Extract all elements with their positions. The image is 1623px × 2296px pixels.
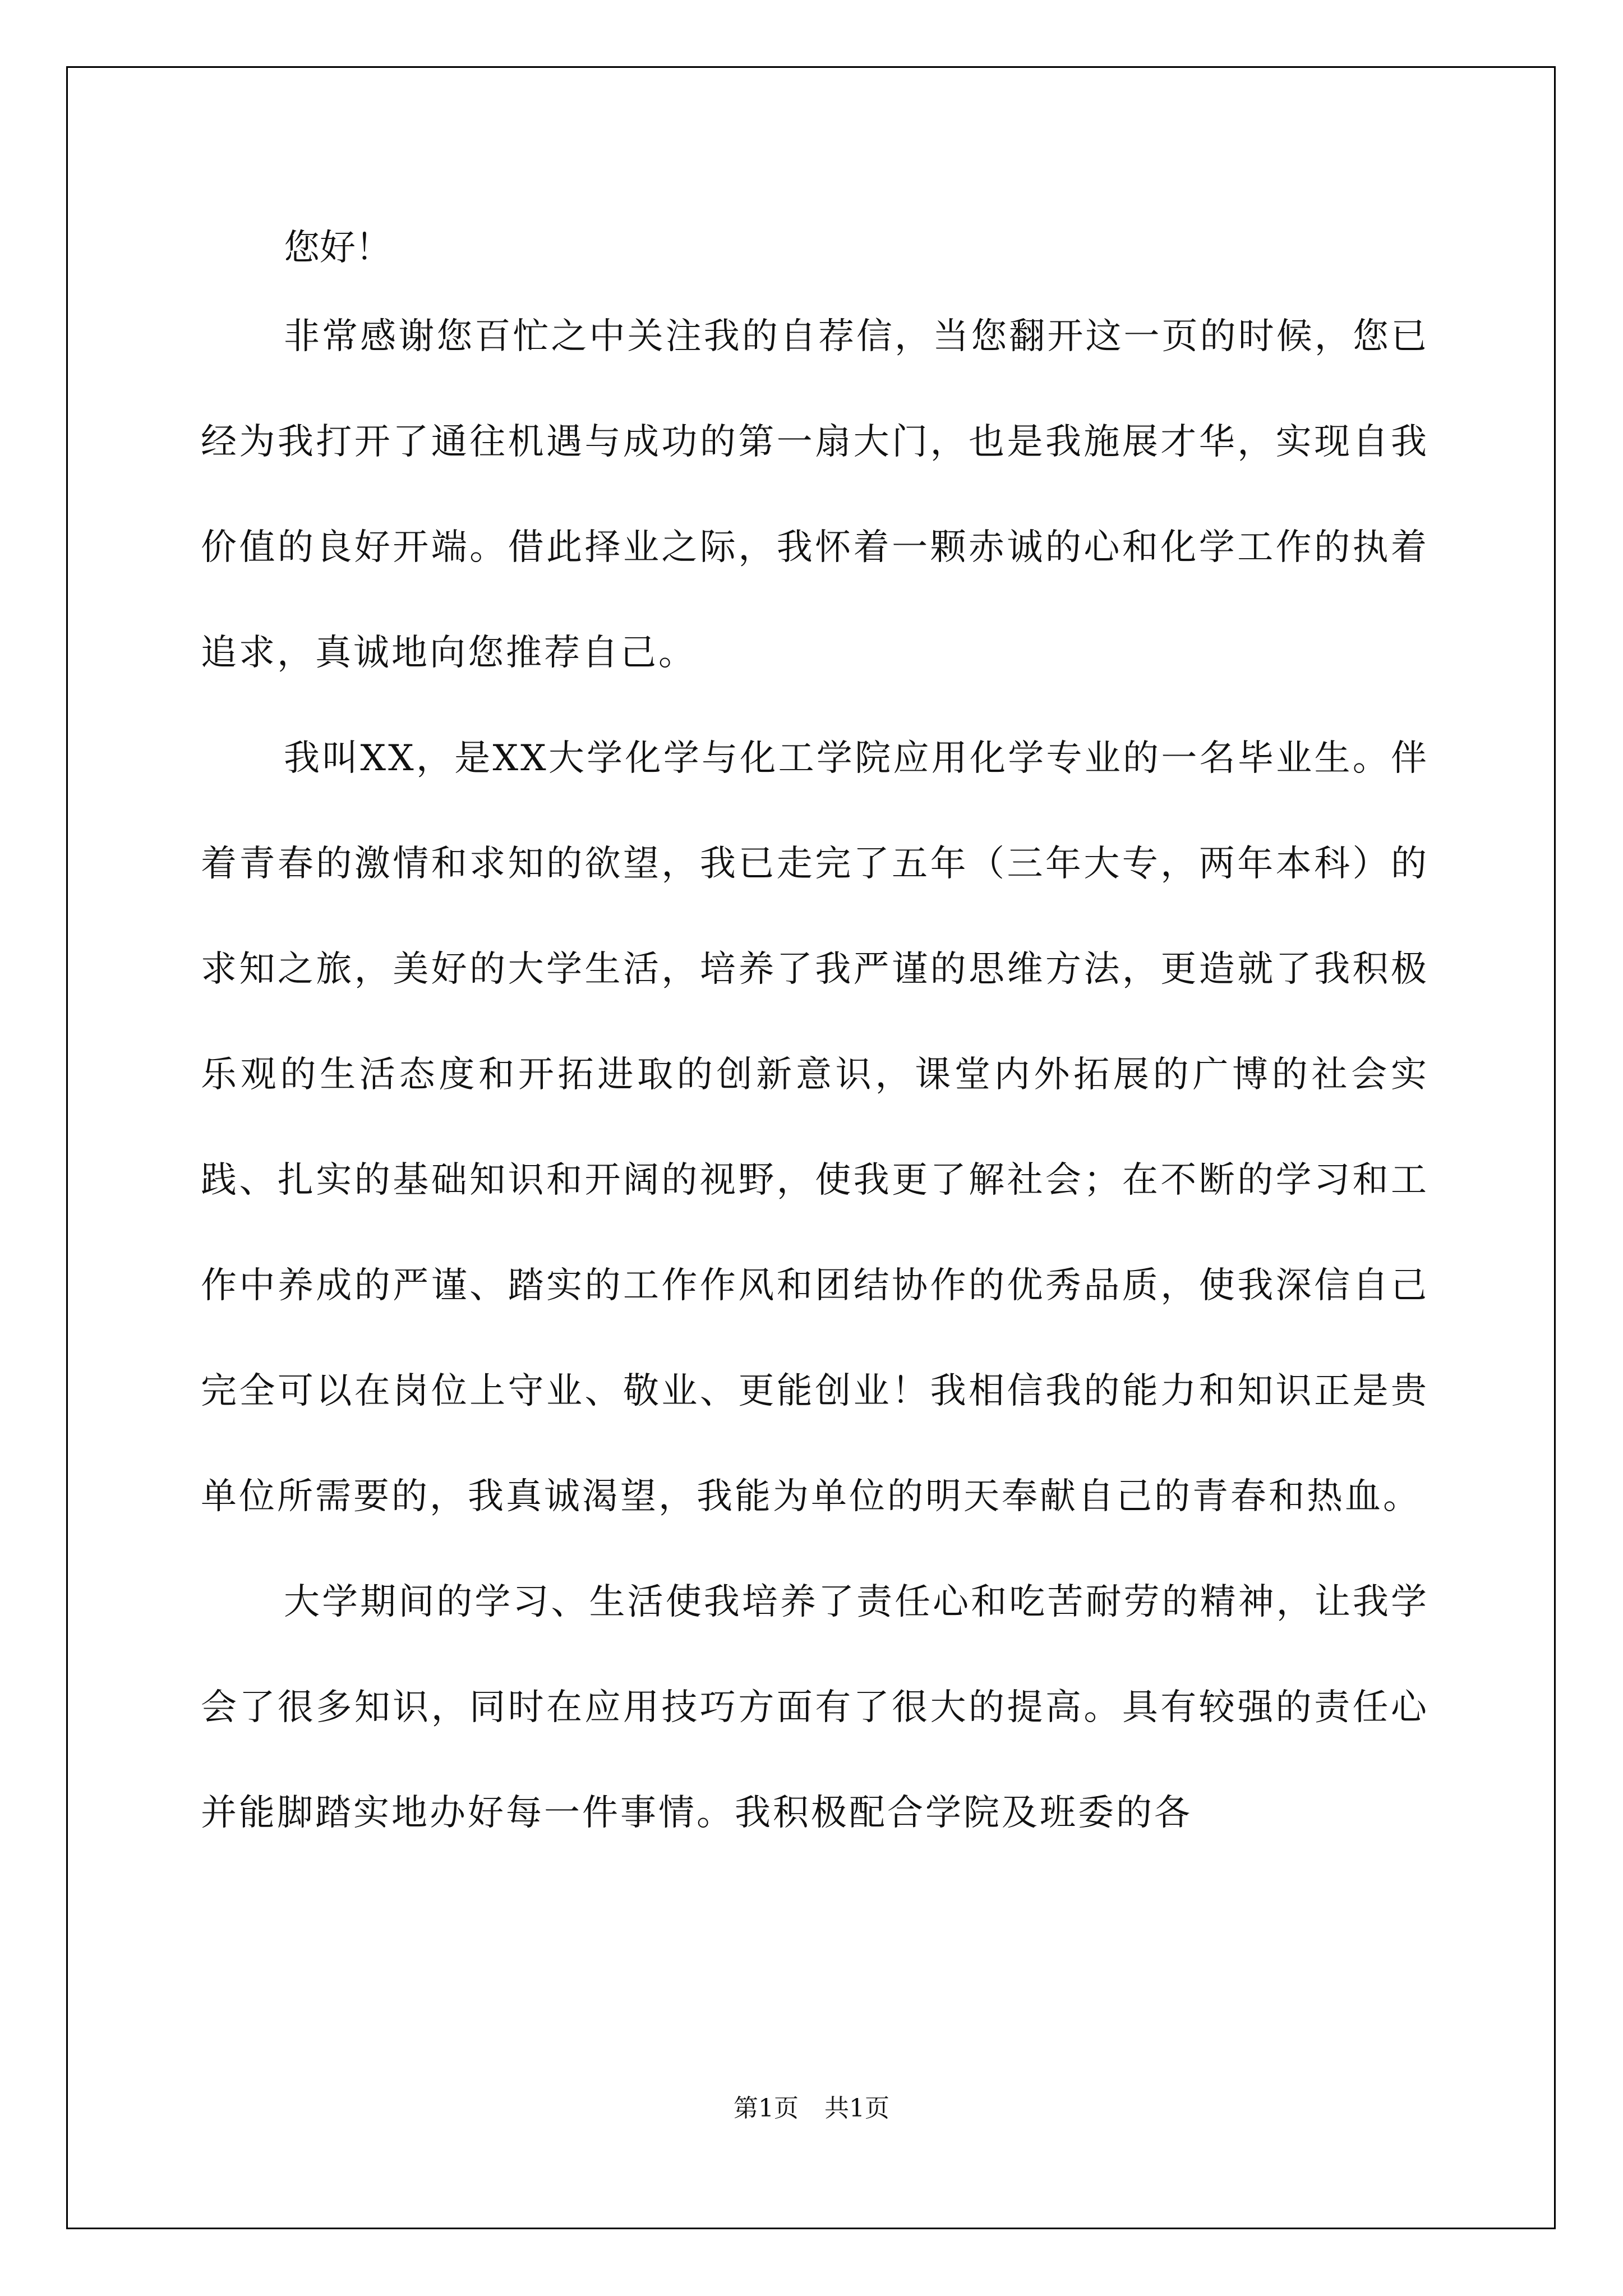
greeting: 您好！ [284,227,391,269]
page-total: 共1页 [824,2094,889,2123]
page-number: 第1页 [734,2094,799,2123]
page-footer [0,2088,1623,2124]
letter-body [201,212,1429,1866]
paragraph-3: 大学期间的学习、生活使我培养了责任心和吃苦耐劳的精神，让我学会了很多知识，同时在应用技巧方面有了很大的提高。具有较强的责任心并能脚踏实地办好每一件事情。我积极配合学院及班委的各 [201,1581,1429,1834]
paragraph-1: 非常感谢您百忙之中关注我的自荐信，当您翻开这一页的时候，您已经为我打开了通往机遇与成功的第一扇大门，也是我施展才华，实现自我价值的良好开端。借此择业之际，我怀着一颗赤诚的心和化学工作的执着追求，真诚地向您推荐自己。 [201,316,1429,674]
paragraph-2: 我叫XX，是XX大学化学与化工学院应用化学专业的一名毕业生。伴着青春的激情和求知的欲望，我已走完了五年（三年大专，两年本科）的求知之旅，美好的大学生活，培养了我严谨的思维方法，更造就了我积极乐观的生活态度和开拓进取的创新意识，课堂内外拓展的广博的社会实践、扎实的基础知识和开阔的视野，使我更了解社会；在不断的学习和工作中养成的严谨、踏实的工作作风和团结协作的优秀品质，使我深信自己完全可以在岗位上守业、敬业、更能创业！我相信我的能力和知识正是贵单位所需要的，我真诚渴望，我能为单位的明天奉献自己的青春和热血。 [201,738,1429,1517]
